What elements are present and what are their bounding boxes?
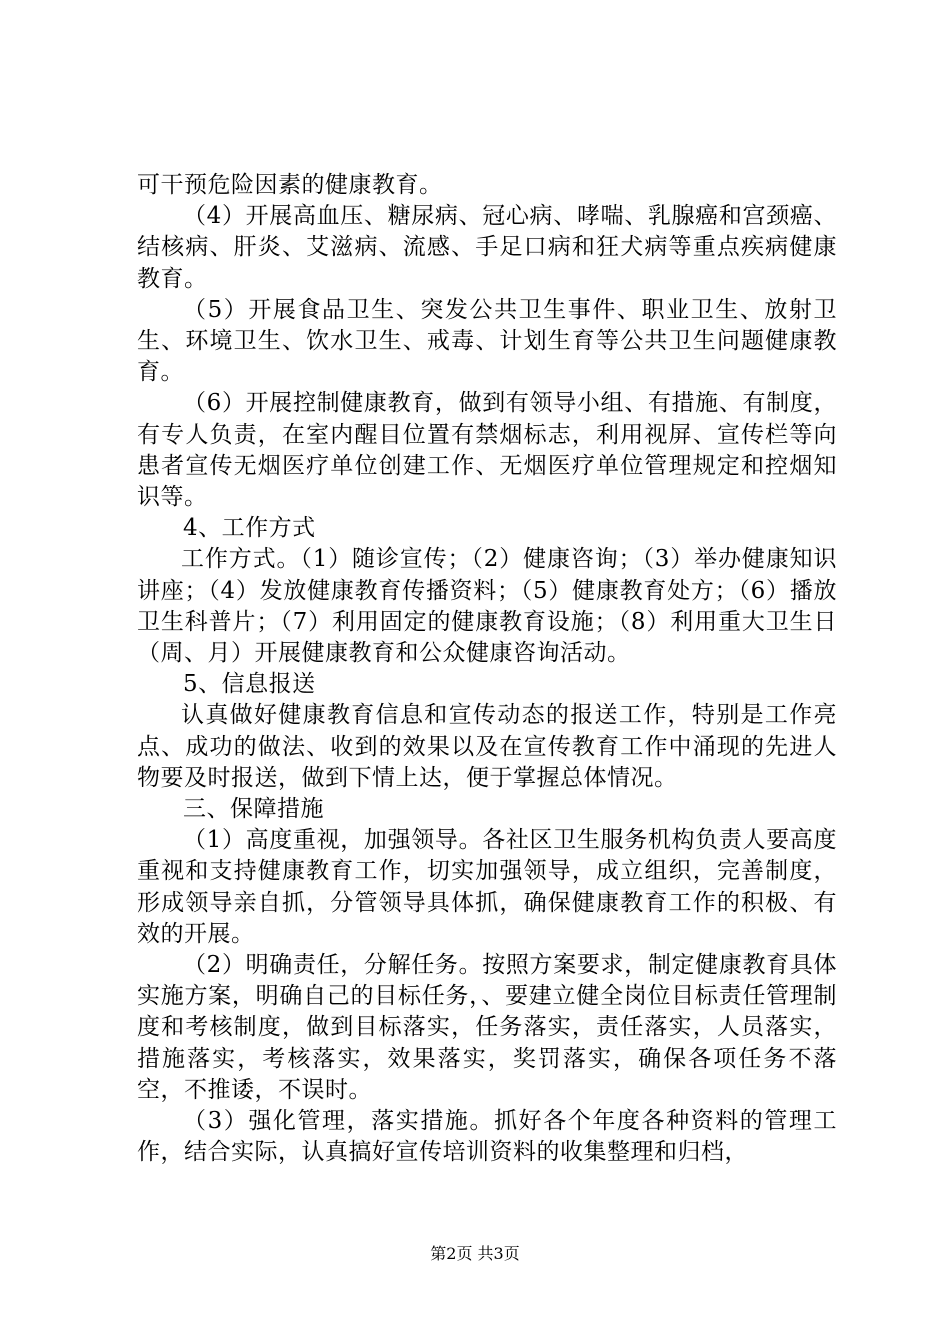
paragraph-continuation: 可干预危险因素的健康教育。 <box>137 172 443 198</box>
paragraph-work-methods: 工作方式。（1）随诊宣传；（2）健康咨询；（3）举办健康知识讲座；（4）发放健康教育传播资料；（5）健康教育处方；（6）播放卫生科普片；（7）利用固定的健康教育设施；（8）利用重大卫生日（周、月）开展健康教育和公众健康咨询活动。 <box>137 546 837 667</box>
paragraph-information-reporting: 认真做好健康教育信息和宣传动态的报送工作，特别是工作亮点、成功的做法、收到的效果以及在宣传教育工作中涌现的先进人物要及时报送，做到下情上达，便于掌握总体情况。 <box>137 702 837 791</box>
page-footer <box>0 1244 950 1264</box>
paragraph-responsibility: （2）明确责任，分解任务。按照方案要求，制定健康教育具体实施方案，明确自己的目标任务，、要建立健全岗位目标责任管理制度和考核制度，做到目标落实，任务落实，责任落实，人员落实，措施落实，考核落实，效果落实，奖罚落实，确保各项任务不落空，不推诿，不误时。 <box>137 952 837 1103</box>
page-number: 第2页 共3页 <box>430 1244 520 1263</box>
paragraph-management: （3）强化管理，落实措施。抓好各个年度各种资料的管理工作，结合实际，认真搞好宣传培训资料的收集整理和归档， <box>137 1108 837 1166</box>
paragraph-disease-education: （4）开展高血压、糖尿病、冠心病、哮喘、乳腺癌和宫颈癌、结核病、肝炎、艾滋病、流感、手足口病和狂犬病等重点疾病健康教育。 <box>137 203 837 292</box>
paragraph-public-health-education: （5）开展食品卫生、突发公共卫生事件、职业卫生、放射卫生、环境卫生、饮水卫生、戒毒、计划生育等公共卫生问题健康教育。 <box>137 296 837 386</box>
heading-work-methods: 4、工作方式 <box>183 515 316 542</box>
paragraph-tobacco-control: （6）开展控制健康教育，做到有领导小组、有措施、有制度，有专人负责，在室内醒目位置有禁烟标志，利用视屏、宣传栏等向患者宣传无烟医疗单位创建工作、无烟医疗单位管理规定和控烟知识等。 <box>137 390 837 511</box>
document-body <box>137 170 837 1169</box>
heading-safeguard-measures: 三、保障措施 <box>183 796 324 823</box>
paragraph-leadership: （1）高度重视，加强领导。各社区卫生服务机构负责人要高度重视和支持健康教育工作，切实加强领导，成立组织，完善制度，形成领导亲自抓，分管领导具体抓，确保健康教育工作的积极、有效的开展。 <box>137 827 837 947</box>
heading-information-reporting: 5、信息报送 <box>183 671 316 698</box>
